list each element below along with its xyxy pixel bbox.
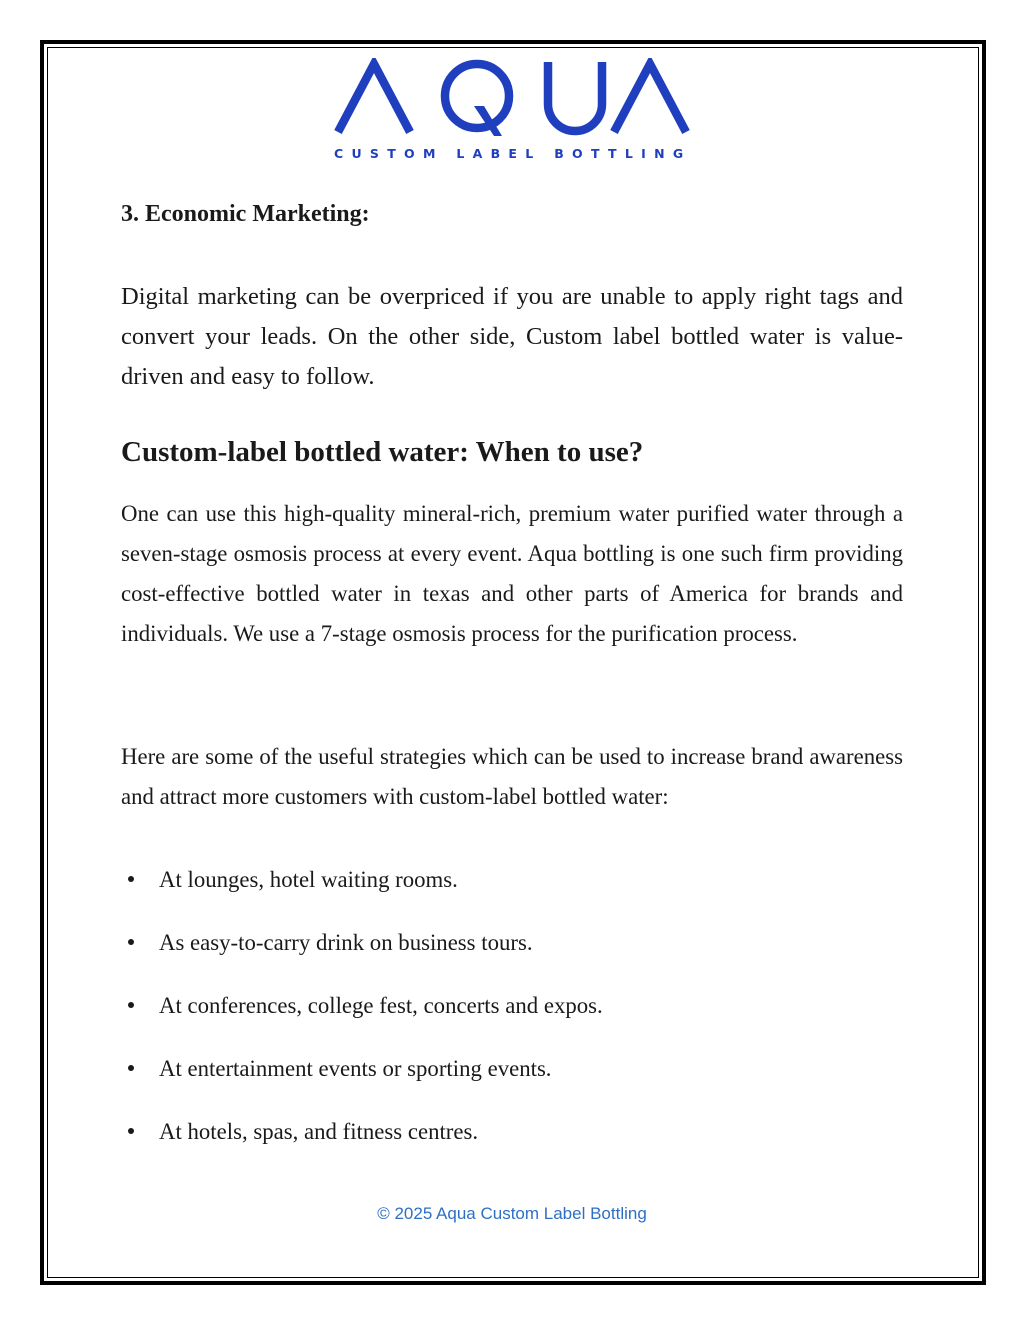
list-item-text: At lounges, hotel waiting rooms. — [159, 867, 458, 892]
bullet-dot-icon — [128, 876, 134, 882]
aqua-wordmark-logo — [334, 58, 690, 136]
bullet-dot-icon — [128, 939, 134, 945]
list-item — [128, 925, 888, 988]
economic-marketing-paragraph: Digital marketing can be overpriced if you are unable to apply right tags and convert your leads. On the other side, Custom label bottled water is value-driven and easy to follow. — [121, 283, 903, 390]
strategies-intro-paragraph: Here are some of the useful strategies which can be used to increase brand awareness and attract more customers with custom-label bottled water: — [121, 744, 903, 809]
list-item — [128, 862, 888, 925]
bullet-dot-icon — [128, 1065, 134, 1071]
bullet-dot-icon — [128, 1128, 134, 1134]
list-item-text: At hotels, spas, and fitness centres. — [159, 1119, 479, 1144]
list-item-text: At entertainment events or sporting events. — [159, 1056, 552, 1081]
when-to-use-paragraph: One can use this high-quality mineral-rich, premium water purified water through a seven-stage osmosis process at every event. Aqua bottling is one such firm providing cost-effective bottled water in texas and other parts of America for brands and individuals. We use a 7-stage osmosis process for the purification process. — [121, 501, 903, 646]
bullet-dot-icon — [128, 1002, 134, 1008]
list-item-text: At conferences, college fest, concerts and expos. — [159, 993, 603, 1018]
logo-subtitle: CUSTOM LABEL BOTTLING — [334, 146, 692, 161]
strategies-list — [128, 862, 888, 1177]
economic-marketing-heading: 3. Economic Marketing: — [121, 201, 370, 227]
when-to-use-heading: Custom-label bottled water: When to use? — [121, 436, 644, 468]
list-item-text: As easy-to-carry drink on business tours. — [159, 930, 533, 955]
list-item — [128, 1114, 888, 1177]
list-item — [128, 988, 888, 1051]
copyright-footer: © 2025 Aqua Custom Label Bottling — [377, 1204, 647, 1223]
list-item — [128, 1051, 888, 1114]
